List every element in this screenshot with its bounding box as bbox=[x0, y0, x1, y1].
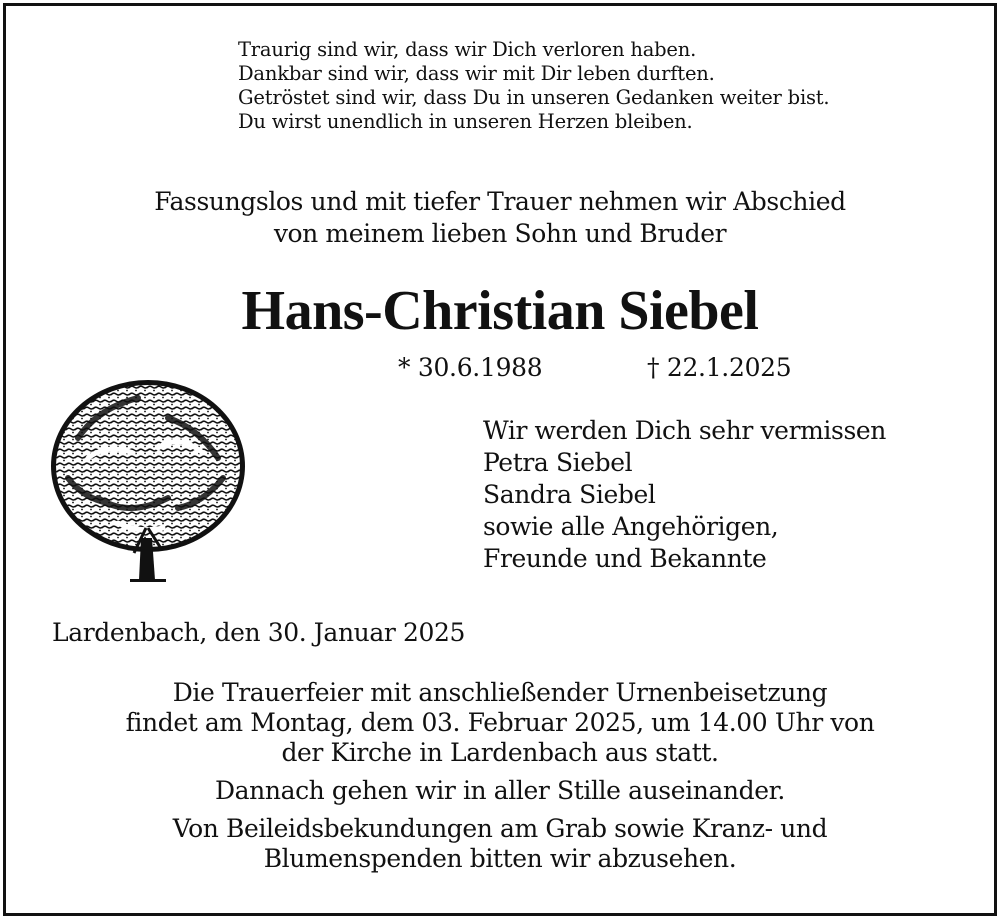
signer-line: Sandra Siebel bbox=[483, 480, 656, 509]
signers bbox=[483, 415, 886, 575]
poem-line: Dankbar sind wir, dass wir mit Dir leben durften. bbox=[238, 62, 715, 85]
poem-line: Traurig sind wir, dass wir Dich verloren haben. bbox=[238, 38, 697, 61]
signer-line: Petra Siebel bbox=[483, 448, 633, 477]
place-and-date: Lardenbach, den 30. Januar 2025 bbox=[52, 618, 465, 647]
closing-line: Dannach gehen wir in aller Stille auseinander. bbox=[215, 776, 785, 805]
poem-line: Getröstet sind wir, dass Du in unseren Gedanken weiter bist. bbox=[238, 86, 830, 109]
intro-line: Fassungslos und mit tiefer Trauer nehmen wir Abschied bbox=[154, 187, 846, 216]
intro-text bbox=[0, 186, 1000, 250]
death-date: † 22.1.2025 bbox=[647, 353, 792, 382]
memorial-poem bbox=[238, 38, 829, 134]
request-line: Blumenspenden bitten wir abzusehen. bbox=[263, 844, 737, 873]
tree-icon bbox=[48, 378, 250, 588]
service-line: findet am Montag, dem 03. Februar 2025, um 14.00 Uhr von bbox=[125, 708, 875, 737]
signer-line: Freunde und Bekannte bbox=[483, 544, 767, 573]
request-line: Von Beileidsbekundungen am Grab sowie Kranz- und bbox=[172, 814, 828, 843]
funeral-info bbox=[0, 678, 1000, 874]
service-line: Die Trauerfeier mit anschließender Urnenbeisetzung bbox=[172, 678, 828, 707]
service-line: der Kirche in Lardenbach aus statt. bbox=[281, 738, 719, 767]
signer-line: sowie alle Angehörigen, bbox=[483, 512, 779, 541]
birth-date: * 30.6.1988 bbox=[398, 353, 543, 382]
deceased-name: Hans-Christian Siebel bbox=[241, 280, 759, 342]
signer-line: Wir werden Dich sehr vermissen bbox=[483, 416, 886, 445]
intro-line: von meinem lieben Sohn und Bruder bbox=[273, 219, 727, 248]
poem-line: Du wirst unendlich in unseren Herzen bleiben. bbox=[238, 110, 693, 133]
tree-crown bbox=[51, 380, 245, 552]
